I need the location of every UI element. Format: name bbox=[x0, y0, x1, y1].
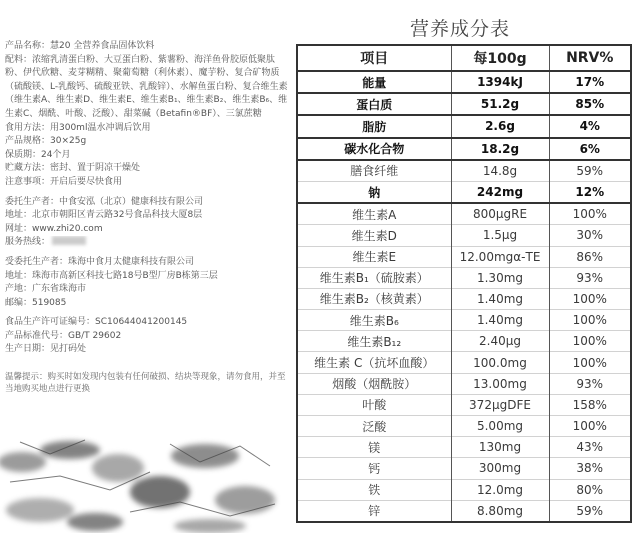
cell-per100g: 1394kJ bbox=[451, 71, 549, 93]
cell-per100g: 14.8g bbox=[451, 160, 549, 182]
table-row bbox=[297, 288, 631, 309]
product-spec: 产品规格：30×25g bbox=[5, 136, 87, 147]
cell-per100g: 130mg bbox=[451, 437, 549, 458]
table-row bbox=[297, 479, 631, 500]
table-row bbox=[297, 394, 631, 415]
cell-item: 能量 bbox=[297, 71, 451, 93]
cell-nrv: 38% bbox=[549, 458, 631, 479]
cell-nrv: 93% bbox=[549, 267, 631, 288]
cell-nrv: 158% bbox=[549, 394, 631, 415]
cell-nrv: 43% bbox=[549, 437, 631, 458]
cell-per100g: 13.00mg bbox=[451, 373, 549, 394]
table-row bbox=[297, 416, 631, 437]
header-per100g: 每100g bbox=[451, 45, 549, 71]
cell-nrv: 100% bbox=[549, 416, 631, 437]
cell-nrv: 93% bbox=[549, 373, 631, 394]
cell-per100g: 1.5μg bbox=[451, 225, 549, 246]
cell-per100g: 2.40μg bbox=[451, 331, 549, 352]
table-row bbox=[297, 352, 631, 373]
cell-nrv: 100% bbox=[549, 331, 631, 352]
storage-method: 贮藏方法：密封、置于阴凉干燥处 bbox=[5, 163, 141, 174]
product-info-panel bbox=[5, 40, 288, 395]
maker-address: 地址：珠海市高新区科技七路18号B型厂房B栋第三层 bbox=[5, 270, 218, 281]
cell-nrv: 59% bbox=[549, 500, 631, 522]
cell-item: 维生素B₂（核黄素） bbox=[297, 288, 451, 309]
cell-per100g: 51.2g bbox=[451, 93, 549, 115]
cell-item: 维生素 C（抗坏血酸） bbox=[297, 352, 451, 373]
table-row bbox=[297, 71, 631, 93]
cell-per100g: 18.2g bbox=[451, 138, 549, 160]
nutrition-facts-table bbox=[296, 44, 632, 523]
cell-item: 维生素B₆ bbox=[297, 310, 451, 331]
warm-notice: 温馨提示：购买时如发现内包装有任何破损、结块等现象，请勿食用，并至当地购买地点进行更换 bbox=[5, 372, 286, 395]
cell-nrv: 6% bbox=[549, 138, 631, 160]
cell-per100g: 12.00mgα-TE bbox=[451, 246, 549, 267]
cell-item: 锌 bbox=[297, 500, 451, 522]
entrust-address: 地址：北京市朝阳区青云路32号食品科技大厦8层 bbox=[5, 210, 203, 221]
cell-nrv: 17% bbox=[549, 71, 631, 93]
cell-per100g: 372μgDFE bbox=[451, 394, 549, 415]
cell-item: 镁 bbox=[297, 437, 451, 458]
website: 网址：www.zhi20.com bbox=[5, 223, 103, 234]
cell-item: 维生素A bbox=[297, 203, 451, 225]
cell-per100g: 8.80mg bbox=[451, 500, 549, 522]
cell-nrv: 59% bbox=[549, 160, 631, 182]
redacted-phone bbox=[52, 236, 86, 245]
table-row bbox=[297, 181, 631, 203]
service-hotline bbox=[5, 236, 288, 250]
cell-item: 维生素E bbox=[297, 246, 451, 267]
cell-item: 铁 bbox=[297, 479, 451, 500]
product-name: 产品名称：慧20 全营养食品固体饮料 bbox=[5, 41, 155, 51]
license-number: 食品生产许可证编号：SC10644041200145 bbox=[5, 317, 188, 328]
header-nrv: NRV% bbox=[549, 45, 631, 71]
cell-per100g: 100.0mg bbox=[451, 352, 549, 373]
cell-per100g: 1.30mg bbox=[451, 267, 549, 288]
cell-nrv: 100% bbox=[549, 288, 631, 309]
table-row bbox=[297, 267, 631, 288]
cell-item: 碳水化合物 bbox=[297, 138, 451, 160]
cell-item: 蛋白质 bbox=[297, 93, 451, 115]
cell-nrv: 80% bbox=[549, 479, 631, 500]
cell-per100g: 1.40mg bbox=[451, 288, 549, 309]
cell-nrv: 4% bbox=[549, 115, 631, 137]
postcode: 邮编：519085 bbox=[5, 297, 67, 308]
cell-item: 脂肪 bbox=[297, 115, 451, 137]
entrust-company: 委托生产者：中食安泓（北京）健康科技有限公司 bbox=[5, 196, 204, 207]
cell-per100g: 242mg bbox=[451, 181, 549, 203]
shelf-life: 保质期：24个月 bbox=[5, 149, 71, 160]
ingredients-list: 配料：浓缩乳清蛋白粉、大豆蛋白粉、紫薯粉、海洋鱼骨胶原低聚肽粉、伊代欣糖、麦芽糊精、聚葡萄糖（利休素）、魔芋粉、复合矿物质（硫酸镁、L-乳酸钙、硫酸亚铁、乳酸锌）、水解鱼蛋白粉、复合维生素（维生素A、维生素D、维生素E、维生素B₁、维生素B₂、维生素B₆、维生素C、烟酰、叶酸、泛酸）、甜菜碱（Betafin®BF）、三氯蔗糖 bbox=[5, 54, 288, 119]
table-row bbox=[297, 160, 631, 182]
cell-item: 维生素B₁（硫胺素） bbox=[297, 267, 451, 288]
cell-item: 钙 bbox=[297, 458, 451, 479]
table-row bbox=[297, 115, 631, 137]
cell-per100g: 800μgRE bbox=[451, 203, 549, 225]
origin: 产地：广东省珠海市 bbox=[5, 284, 87, 295]
service-hotline-label: 服务热线： bbox=[5, 237, 51, 248]
nutrition-table-title: 营养成分表 bbox=[410, 18, 511, 40]
table-row bbox=[297, 138, 631, 160]
cell-per100g: 300mg bbox=[451, 458, 549, 479]
table-row bbox=[297, 373, 631, 394]
cell-nrv: 100% bbox=[549, 352, 631, 373]
cell-item: 钠 bbox=[297, 181, 451, 203]
cell-per100g: 1.40mg bbox=[451, 310, 549, 331]
cell-per100g: 12.0mg bbox=[451, 479, 549, 500]
cell-nrv: 86% bbox=[549, 246, 631, 267]
cell-item: 泛酸 bbox=[297, 416, 451, 437]
table-header-row bbox=[297, 45, 631, 71]
maker-company: 受委托生产者：珠海中食月太健康科技有限公司 bbox=[5, 256, 195, 267]
table-row bbox=[297, 437, 631, 458]
production-date: 生产日期：见打码处 bbox=[5, 344, 87, 355]
caution-note: 注意事项：开启后要尽快食用 bbox=[5, 176, 123, 187]
cell-item: 膳食纤维 bbox=[297, 160, 451, 182]
header-item: 项目 bbox=[297, 45, 451, 71]
table-row bbox=[297, 331, 631, 352]
cell-item: 维生素B₁₂ bbox=[297, 331, 451, 352]
cell-nrv: 12% bbox=[549, 181, 631, 203]
cell-item: 维生素D bbox=[297, 225, 451, 246]
cell-nrv: 85% bbox=[549, 93, 631, 115]
table-row bbox=[297, 458, 631, 479]
cell-per100g: 5.00mg bbox=[451, 416, 549, 437]
smudge-texture bbox=[0, 432, 283, 533]
table-row bbox=[297, 310, 631, 331]
table-row bbox=[297, 203, 631, 225]
cell-item: 烟酸（烟酰胺） bbox=[297, 373, 451, 394]
cell-nrv: 100% bbox=[549, 203, 631, 225]
cell-item: 叶酸 bbox=[297, 394, 451, 415]
table-row bbox=[297, 246, 631, 267]
standard-code: 产品标准代号：GB/T 29602 bbox=[5, 330, 122, 341]
usage-instructions: 食用方法：用300ml温水冲调后饮用 bbox=[5, 122, 151, 133]
cell-per100g: 2.6g bbox=[451, 115, 549, 137]
table-row bbox=[297, 500, 631, 522]
cell-nrv: 100% bbox=[549, 310, 631, 331]
cell-nrv: 30% bbox=[549, 225, 631, 246]
table-row bbox=[297, 225, 631, 246]
table-row bbox=[297, 93, 631, 115]
